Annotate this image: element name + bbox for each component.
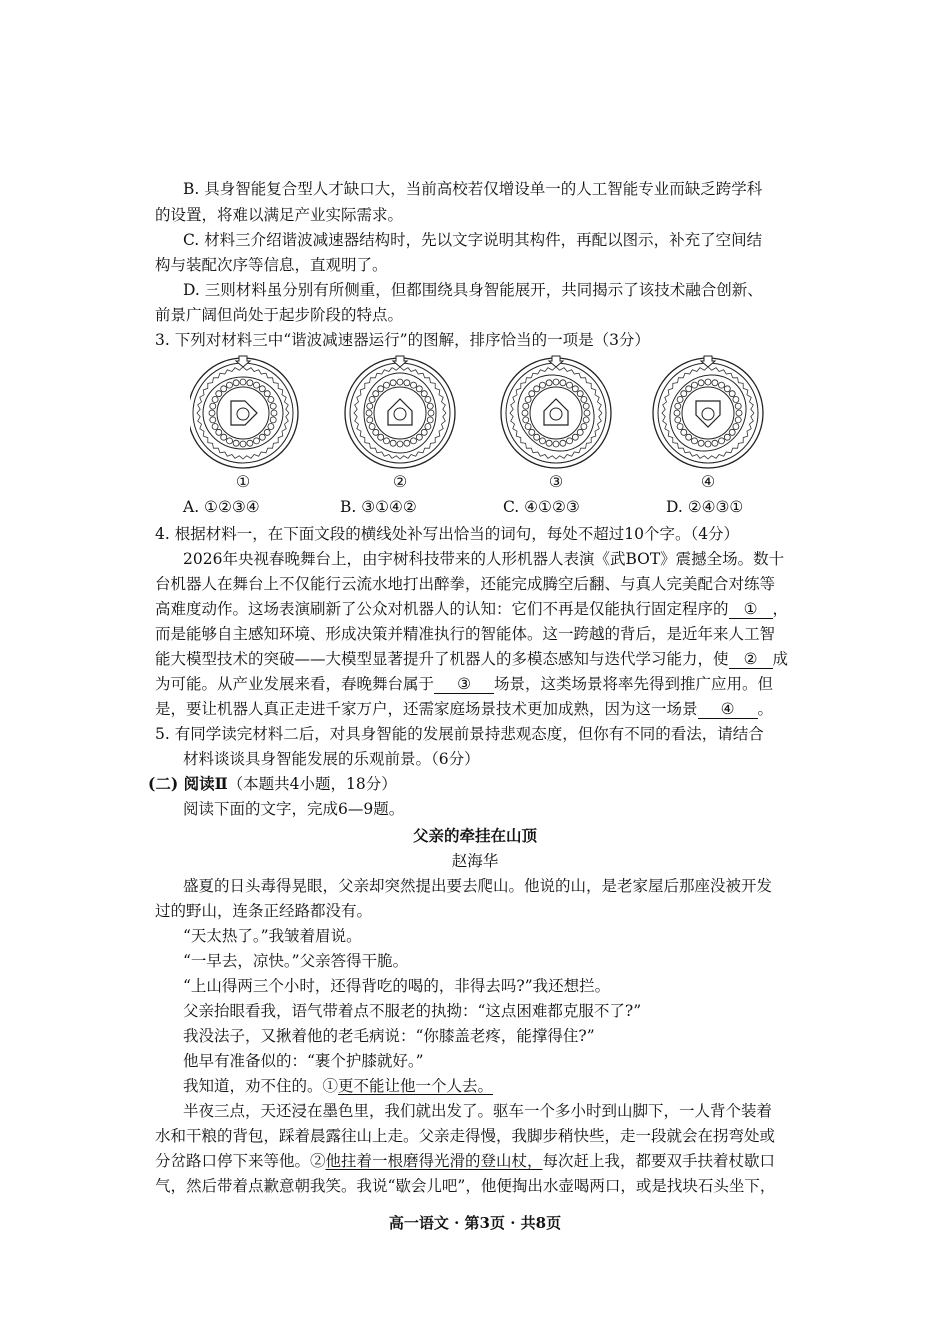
article-para-2-line2: 水和干粮的背包，踩着晨露往山上走。父亲走得慢，我脚步稍快些，走一段就会在拐弯处或 xyxy=(155,1127,776,1145)
dialogue-2: “一早去，凉快。”父亲答得干脆。 xyxy=(183,952,409,970)
q4-passage-line1: 2026年央视春晚舞台上，由宇树科技带来的人形机器人表演《武BOT》震撼全场。数十 xyxy=(183,550,785,568)
blank-4: ④ xyxy=(698,700,758,719)
dialogue-4: 父亲抬眼看我，语气带着点不服老的执拗：“这点困难都克服不了?” xyxy=(183,1002,642,1020)
q4-passage-line5 xyxy=(155,648,788,670)
article-text: 分岔路口停下来等他。② xyxy=(155,1152,326,1170)
underlined-sentence-2: 他拄着一根磨得光滑的登山杖， xyxy=(325,1152,543,1170)
reducer-diagram xyxy=(190,356,298,468)
harmonic-reducer-figure xyxy=(190,355,770,495)
page-footer: 高一语文 · 第3页 · 共8页 xyxy=(388,1214,562,1232)
option-d-line1: D. 三则材料虽分别有所侧重，但都围绕具身智能展开，共同揭示了该技术融合创新、 xyxy=(183,281,763,299)
question-5-line2: 材料谈谈具身智能发展的乐观前景。（6分） xyxy=(183,750,480,768)
q4-text: 为可能。从产业发展来看，春晚舞台属于 xyxy=(155,675,435,693)
choice-c: C. ④①②③ xyxy=(503,498,580,516)
dialogue-7 xyxy=(183,1075,493,1097)
underlined-sentence-1: 更不能让他一个人去。 xyxy=(338,1077,494,1095)
reducer-diagram xyxy=(501,356,611,468)
q4-text: 成 xyxy=(772,650,789,668)
article-author: 赵海华 xyxy=(451,852,499,870)
dialogue-3: “上山得两三个小时，还得背吃的喝的，非得去吗?”我还想拦。 xyxy=(183,977,611,995)
dialogue-6: 他早有准备似的：“裹个护膝就好。” xyxy=(183,1052,424,1070)
article-para-2-line4: 气，然后带着点歉意朝我笑。我说“歇会儿吧”，他便掏出水壶喝两口，或是找块石头坐下， xyxy=(155,1177,776,1195)
dialogue-5: 我没法子，又揪着他的老毛病说：“你膝盖老疼，能撑得住?” xyxy=(183,1027,595,1045)
option-b-line2: 的设置，将难以满足产业实际需求。 xyxy=(155,206,404,224)
q4-passage-line3 xyxy=(155,598,788,620)
section-instruction: 阅读下面的文字，完成6—9题。 xyxy=(183,800,405,818)
option-d-line2: 前景广阔但尚处于起步阶段的特点。 xyxy=(155,306,404,324)
q4-text: 是，要让机器人真正走进千家万户，还需家庭场景技术更加成熟，因为这一场景 xyxy=(155,700,698,718)
blank-2: ② xyxy=(729,650,773,669)
section-heading xyxy=(148,773,397,795)
q4-passage-line7 xyxy=(155,698,773,720)
q4-text: 能大模型技术的突破——大模型显著提升了机器人的多模态感知与迭代学习能力，使 xyxy=(155,650,729,668)
question-4-stem: 4. 根据材料一，在下面文段的横线处补写出恰当的词句，每处不超过10个字。（4分） xyxy=(155,525,740,543)
question-3-stem: 3. 下列对材料三中“谐波减速器运行”的图解，排序恰当的一项是（3分） xyxy=(155,331,650,349)
q4-text: ， xyxy=(772,600,789,618)
q4-passage-line4: 而是能够自主感知环境、形成决策并精准执行的智能体。这一跨越的背后，是近年来人工智 xyxy=(155,625,776,643)
q4-text: 场景，这类场景将率先得到推广应用。但 xyxy=(494,675,774,693)
article-text: 每次赶上我，都要双手扶着杖歇口 xyxy=(542,1152,776,1170)
q4-text: 高难度动作。这场表演刷新了公众对机器人的认知：它们不再是仅能执行固定程序的 xyxy=(155,600,729,618)
choice-b: B. ③①④② xyxy=(340,498,417,516)
article-para-1-line2: 过的野山，连条正经路都没有。 xyxy=(155,902,373,920)
figure-label-3: ③ xyxy=(548,472,564,491)
figure-svg xyxy=(190,355,770,495)
choice-d: D. ②④③① xyxy=(666,498,744,516)
figure-label-1: ① xyxy=(235,472,251,491)
figure-label-4: ④ xyxy=(700,472,716,491)
q4-text: 。 xyxy=(757,700,774,718)
reducer-diagram xyxy=(345,356,455,468)
article-para-2-line3 xyxy=(155,1150,775,1172)
reducer-diagram xyxy=(653,356,763,468)
q4-passage-line2: 台机器人在舞台上不仅能行云流水地打出醉拳，还能完成腾空后翻、与真人完美配合对练等 xyxy=(155,575,776,593)
option-c-line2: 构与装配次序等信息，直观明了。 xyxy=(155,256,388,274)
section-note: （本题共4小题，18分） xyxy=(227,775,397,793)
section-title: (二) 阅读Ⅱ xyxy=(148,774,228,793)
option-c-line1: C. 材料三介绍谐波减速器结构时，先以文字说明其构件，再配以图示，补充了空间结 xyxy=(183,231,763,249)
article-title: 父亲的牵挂在山顶 xyxy=(412,827,537,845)
figure-label-2: ② xyxy=(392,472,408,491)
dialogue-1: “天太热了。”我皱着眉说。 xyxy=(183,927,362,945)
article-para-2-line1: 半夜三点，天还浸在墨色里，我们就出发了。驱车一个多小时到山脚下，一人背个装着 xyxy=(183,1102,773,1120)
blank-3: ③ xyxy=(434,675,494,694)
article-text: 我知道，劝不住的。① xyxy=(183,1077,339,1095)
article-para-1-line1: 盛夏的日头毒得晃眼，父亲却突然提出要去爬山。他说的山，是老家屋后那座没被开发 xyxy=(183,877,773,895)
choice-a: A. ①②③④ xyxy=(183,498,260,516)
option-b-line1: B. 具身智能复合型人才缺口大，当前高校若仅增设单一的人工智能专业而缺乏跨学科 xyxy=(183,180,763,198)
question-5-line1: 5. 有同学读完材料二后，对具身智能的发展前景持悲观态度，但你有不同的看法，请结合 xyxy=(155,725,764,743)
blank-1: ① xyxy=(729,600,773,619)
q4-passage-line6 xyxy=(155,673,773,695)
